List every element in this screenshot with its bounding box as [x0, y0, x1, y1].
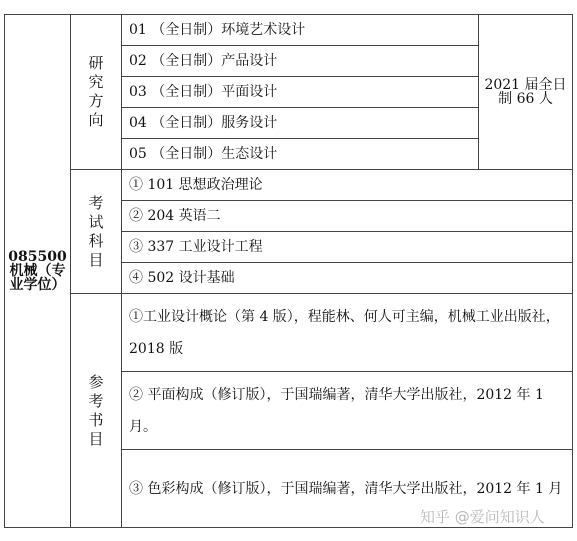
exam-subject-item: ① 101 思想政治理论	[122, 170, 573, 201]
direction-item: 05 （全日制）生态设计	[122, 139, 479, 170]
reference-book-item: ①工业设计概论（第 4 版），程能林、何人可主编，机械工业出版社，2018 版	[122, 294, 573, 372]
reference-book-item: ② 平面构成（修订版），于国瑞编著，清华大学出版社，2012 年 1 月。	[122, 372, 573, 450]
reference-books-label-cell	[71, 294, 122, 528]
exam-subject-item: ④ 502 设计基础	[122, 263, 573, 294]
direction-item: 02 （全日制）产品设计	[122, 46, 479, 77]
direction-item: 03 （全日制）平面设计	[122, 77, 479, 108]
exam-info-table	[4, 14, 573, 528]
reference-books-label: 参考书目	[88, 372, 104, 448]
program-code-name: 085500机械（专业学位）	[8, 249, 67, 293]
table-row	[5, 294, 573, 372]
research-direction-label-cell	[71, 15, 122, 170]
table-row	[5, 15, 573, 46]
exam-subjects-label-cell	[71, 170, 122, 294]
enrollment-note-cell	[479, 15, 573, 170]
direction-item: 04 （全日制）服务设计	[122, 108, 479, 139]
enrollment-note: 2021 届全日制 66 人	[484, 77, 567, 107]
watermark: 知乎 @爱问知识人	[420, 508, 545, 526]
exam-subject-item: ② 204 英语二	[122, 201, 573, 232]
reference-book-item: ③ 色彩构成（修订版），于国瑞编著，清华大学出版社，2012 年 1 月	[122, 450, 573, 528]
exam-subject-item: ③ 337 工业设计工程	[122, 232, 573, 263]
table-row	[5, 170, 573, 201]
direction-item: 01 （全日制）环境艺术设计	[122, 15, 479, 46]
program-code-cell	[5, 15, 71, 528]
research-direction-label: 研究方向	[88, 54, 104, 129]
exam-subjects-label: 考试科目	[88, 193, 104, 269]
